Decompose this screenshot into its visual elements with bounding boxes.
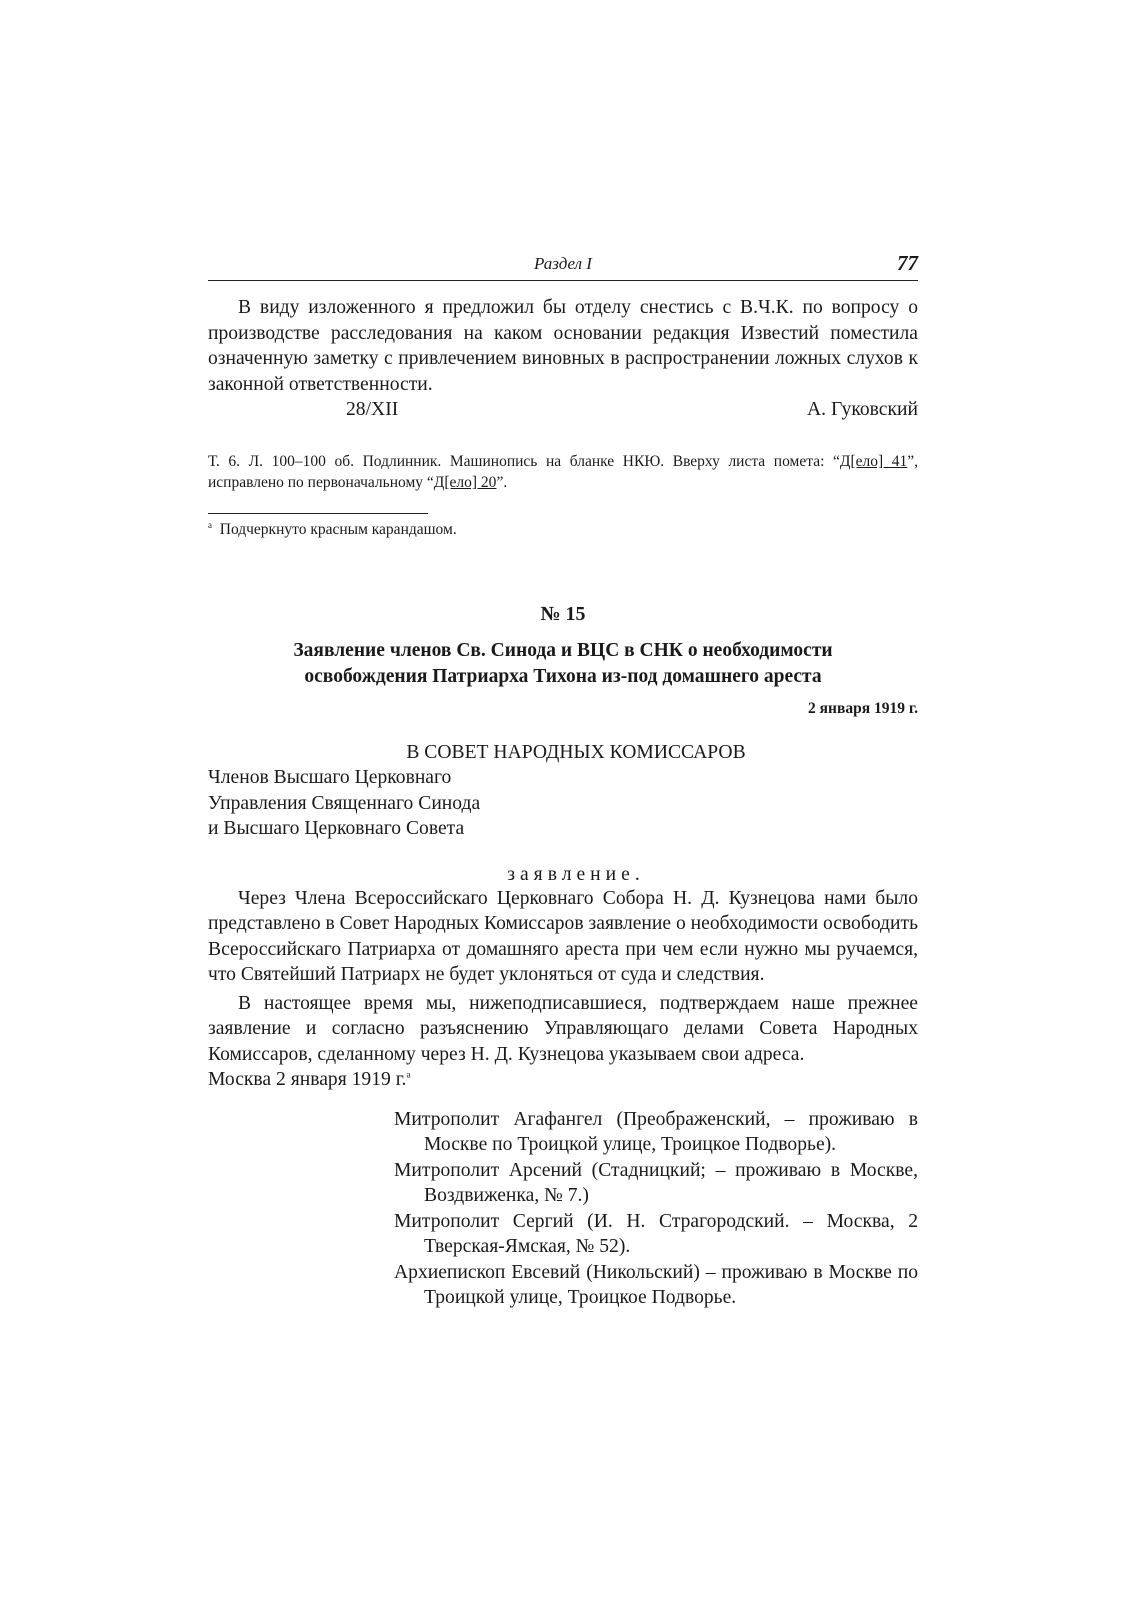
sender-line: Членов Высшаго Церковнаго [208, 767, 452, 788]
source-note-text: ”. [496, 474, 508, 491]
place-and-date [208, 1067, 918, 1093]
footnote-divider [208, 513, 428, 514]
signatory: Митрополит Арсений (Стадницкий; – проживаю в Москве, Воздвиженка, № 7.) [394, 1159, 918, 1206]
document-title-line: Заявление членов Св. Синода и ВЦС в СНК о необходимости [293, 640, 833, 661]
sender-line: и Высшаго Церковнаго Совета [208, 818, 465, 839]
document-title-line: освобождения Патриарха Тихона из-под домашнего ареста [304, 666, 822, 687]
signatory: Митрополит Сергий (И. Н. Страгородский. – Москва, 2 Тверская-Ямская, № 52). [394, 1210, 918, 1257]
section-title: Раздел I [534, 254, 592, 273]
document-number: № 15 [540, 603, 586, 625]
footnote-mark: а [208, 519, 212, 530]
signatory: Митрополит Агафангел (Преображенский, – проживаю в Москве по Троицкой улице, Троицкое Подворье). [394, 1108, 918, 1155]
footnote [208, 520, 918, 540]
archival-source-note [208, 451, 918, 493]
running-header [208, 250, 918, 281]
book-page [208, 250, 918, 1311]
signatory: Архиепископ Евсевий (Никольский) – проживаю в Москве по Троицкой улице, Троицкое Подворье. [394, 1261, 918, 1308]
source-note-underlined: Д[ело] 41 [839, 453, 908, 470]
sender-block [208, 765, 918, 842]
source-note-text: Т. 6. Л. 100–100 об. Подлинник. Машинопись на бланке НКЮ. Вверху листа помета: “ [208, 453, 840, 470]
page-number: 77 [897, 251, 918, 275]
prev-document-date: 28/XII [346, 399, 399, 420]
document-title [208, 638, 918, 690]
document-date: 2 января 1919 г. [808, 700, 918, 717]
prev-document-signature: А. Гуковский [807, 399, 918, 420]
sender-line: Управления Священнаго Синода [208, 792, 481, 814]
addressee: В СОВЕТ НАРОДНЫХ КОМИССАРОВ [406, 742, 746, 763]
source-note-text: ”, исправлено по первоначальному “ [208, 453, 919, 491]
footnote-mark: а [406, 1069, 411, 1080]
document-type-heading: заявление. [507, 863, 645, 885]
prev-document-paragraph: В виду изложенного я предложил бы отделу снестись с В.Ч.К. по вопросу о производстве расследования на каком основании редакция Известий поместила означенную заметку с привлечением виновных в распространении ложных слухов к законной ответственности. [208, 297, 918, 395]
footnote-text: Подчеркнуто красным карандашом. [219, 521, 457, 538]
prev-document-signature-row [208, 397, 918, 423]
statement-paragraph: Через Члена Всероссийскаго Церковнаго Собора Н. Д. Кузнецова нами было представлено в Совет Народных Комиссаров заявление о необходимости освободить Всероссийскаго Патриарха от домашняго ареста при чем если нужно мы ручаемся, что Святейший Патриарх не будет уклоняться от суда и следствия. [208, 887, 919, 985]
source-note-underlined: Д[ело] 20 [433, 474, 497, 491]
statement-paragraph: В настоящее время мы, нижеподписавшиеся, подтверждаем наше прежнее заявление и согласно разъяснению Управляющаго делами Совета Народных Комиссаров, сделанному через Н. Д. Кузнецова указываем свои адреса. [208, 992, 918, 1065]
place-and-date-text: Москва 2 января 1919 г. [208, 1069, 407, 1090]
signatories-list [394, 1107, 918, 1311]
